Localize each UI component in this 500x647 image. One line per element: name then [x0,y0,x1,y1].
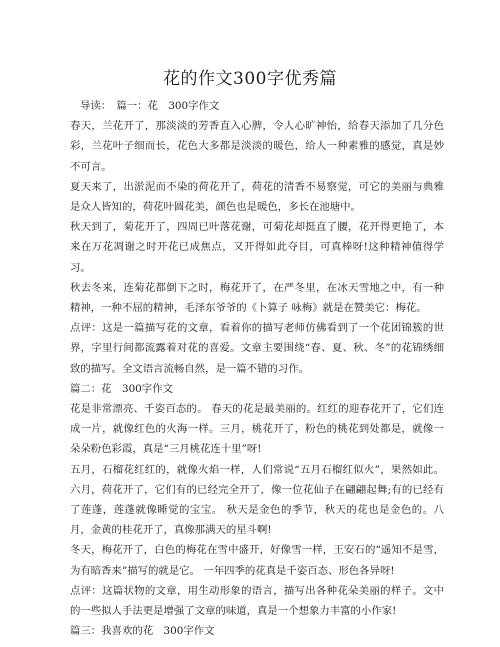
document-title: 花的作文300字优秀篇 [163,69,337,89]
paragraph-2-1: 花是非常漂亮、千姿百态的。 春天的花是最美丽的。红红的迎春花开了，它们连成一片，就像红色的火海一样。三月，桃花开了，粉色的桃花到处都是，就像一朵朵粉色彩霞，真是“三月桃花连十里”呀! [70,403,444,456]
section-heading-2: 篇二：花 300字作文 [70,382,173,395]
comment-paragraph-1: 点评：这是一篇描写花的文章，看着你的描写老师仿佛看到了一个花团锦簇的世界，字里行间都流露着对花的喜爱。文章主要围绕“春、夏、秋、冬”的花锦绣细致的描写。全文语言流畅自然，是一篇不错的习作。 [70,322,444,375]
paragraph-summer: 夏天来了，出淤泥而不染的荷花开了，荷花的清香不易察觉，可它的美丽与典雅是众人皆知的，荷花叶圆花美，颜色也是暖色，多长在池塘中。 [70,180,444,214]
paragraph-2-2: 五月，石榴花红红的，就像火焰一样，人们常说“五月石榴红似火”，果然如此。六月，荷花开了，它们有的已经完全开了，像一位花仙子在翩翩起舞;有的已经有了莲蓬，莲蓬就像睡觉的宝宝。 秋天是金色的季节，秋天的花也是金色的。八月，金黄的桂花开了，真像那满天的星斗啊! [70,463,444,537]
paragraph-winter: 秋去冬来，连菊花都倒下之时，梅花开了，在严冬里，在冰天雪地之中，有一种精神，一种不屈的精神，毛泽东爷爷的《卜算子 咏梅》就是在赞美它：梅花。 [70,281,444,315]
paragraph-spring: 春天，兰花开了，那淡淡的芳香直入心脾，令人心旷神怡，给春天添加了几分色彩，兰花叶子细而长，花色大多都是淡淡的暖色，给人一种素雅的感觉，真是妙不可言。 [70,120,444,173]
comment-paragraph-2: 点评：这篇状物的文章，用生动形象的语言，描写出各种花朵美丽的样子。文中的一些拟人手法更是增强了文章的味道，真是一个想象力丰富的小作家! [70,584,444,618]
intro-line: 导读： 篇一：花 300字作文 [80,100,220,112]
document-body [60,96,444,641]
section-heading-3: 篇三：我喜欢的花 300字作文 [70,625,215,638]
paragraph-autumn: 秋天到了，菊花开了，四周已叶落花谢，可菊花却挺直了腰，花开得更艳了，本来在万花凋谢之时开花已成焦点，又开得如此夺目，可真棒呀!这种精神值得学习。 [70,221,444,274]
paragraph-2-3: 冬天，梅花开了，白色的梅花在雪中盛开，好像雪一样，王安石的“遥知不是雪，为有暗香来”描写的就是它。 一年四季的花真是千姿百态、形色各异呀! [70,544,444,577]
